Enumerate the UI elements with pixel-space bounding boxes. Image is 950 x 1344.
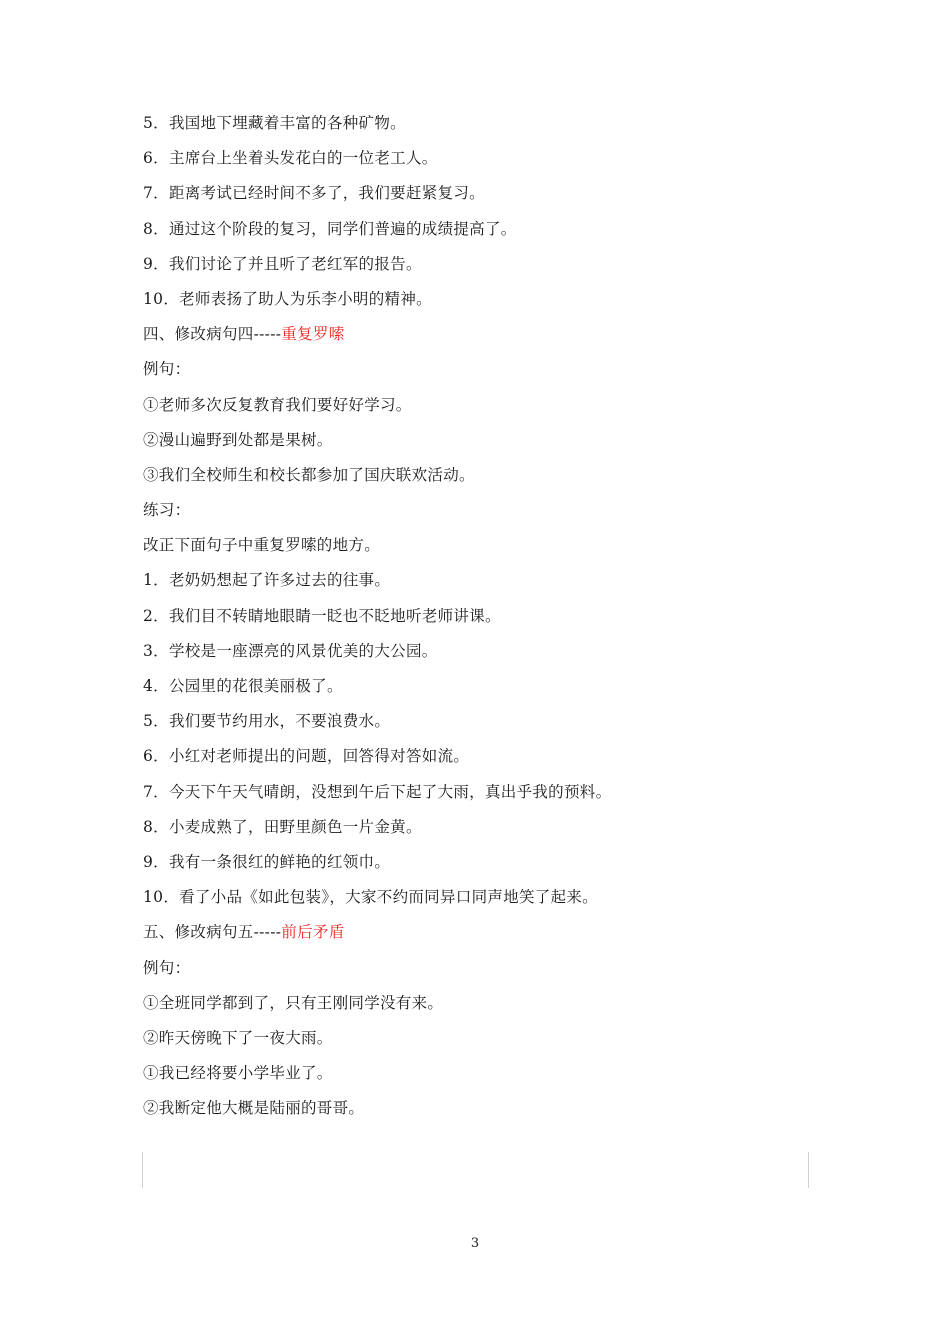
line-text: 四、修改病句四-----: [143, 325, 282, 344]
document-body: [143, 106, 823, 1126]
text-line: [143, 669, 823, 704]
page-number: 3: [470, 1236, 480, 1251]
text-line: [143, 247, 823, 282]
line-text: ②我断定他大概是陆丽的哥哥。: [143, 1099, 365, 1118]
text-line: [143, 599, 823, 634]
line-text: ②漫山遍野到处都是果树。: [143, 430, 333, 449]
text-line: [143, 388, 823, 423]
text-line: [143, 212, 823, 247]
line-text: 3．学校是一座漂亮的风景优美的大公园。: [143, 641, 438, 660]
left-margin-mark: [142, 1152, 143, 1188]
text-line: [143, 880, 823, 915]
line-text: 6．小红对老师提出的问题，回答得对答如流。: [143, 747, 470, 766]
line-text: ②昨天傍晚下了一夜大雨。: [143, 1028, 333, 1047]
line-text: ③我们全校师生和校长都参加了国庆联欢活动。: [143, 465, 475, 484]
text-line: [143, 810, 823, 845]
section-topic-highlight: 前后矛盾: [281, 923, 345, 942]
line-text: ①老师多次反复教育我们要好好学习。: [143, 395, 412, 414]
section-heading: [143, 915, 823, 950]
line-text: 8．小麦成熟了，田野里颜色一片金黄。: [143, 817, 422, 836]
text-line: [143, 282, 823, 317]
line-text: 7．距离考试已经时间不多了，我们要赶紧复习。: [143, 184, 485, 203]
text-line: [143, 704, 823, 739]
text-line: [143, 739, 823, 774]
text-line: [143, 951, 823, 986]
line-text: 4．公园里的花很美丽极了。: [143, 677, 343, 695]
text-line: [143, 563, 823, 598]
line-text: 5．我国地下埋藏着丰富的各种矿物。: [143, 114, 406, 132]
text-line: [143, 106, 823, 141]
section-heading: [143, 317, 823, 352]
line-text: 1．老奶奶想起了许多过去的往事。: [143, 571, 391, 590]
line-text: 练习：: [143, 501, 191, 520]
line-text: 9．我们讨论了并且听了老红军的报告。: [143, 254, 422, 273]
line-text: ①我已经将要小学毕业了。: [143, 1064, 333, 1083]
right-margin-mark: [808, 1152, 809, 1188]
text-line: [143, 528, 823, 563]
line-text: 改正下面句子中重复罗嗦的地方。: [143, 536, 381, 555]
text-line: [143, 634, 823, 669]
line-text: 10．老师表扬了助人为乐李小明的精神。: [143, 289, 432, 308]
line-text: 例句：: [143, 958, 191, 977]
text-line: [143, 176, 823, 211]
line-text: 8．通过这个阶段的复习，同学们普遍的成绩提高了。: [143, 219, 517, 238]
line-text: 9．我有一条很红的鲜艳的红领巾。: [143, 852, 391, 871]
line-text: 10．看了小品《如此包装》，大家不约而同异口同声地笑了起来。: [143, 888, 598, 907]
text-line: [143, 423, 823, 458]
line-text: 2．我们目不转睛地眼睛一眨也不眨地听老师讲课。: [143, 606, 501, 625]
text-line: [143, 1021, 823, 1056]
line-text: ①全班同学都到了，只有王刚同学没有来。: [143, 993, 444, 1012]
section-topic-highlight: 重复罗嗦: [281, 325, 345, 344]
text-line: [143, 775, 823, 810]
text-line: [143, 458, 823, 493]
line-text: 五、修改病句五-----: [143, 923, 282, 942]
text-line: [143, 1091, 823, 1126]
text-line: [143, 141, 823, 176]
text-line: [143, 493, 823, 528]
text-line: [143, 352, 823, 387]
line-text: 5．我们要节约用水，不要浪费水。: [143, 712, 391, 731]
text-line: [143, 1056, 823, 1091]
line-text: 7．今天下午天气晴朗，没想到午后下起了大雨，真出乎我的预料。: [143, 782, 612, 801]
text-line: [143, 845, 823, 880]
text-line: [143, 986, 823, 1021]
line-text: 6．主席台上坐着头发花白的一位老工人。: [143, 149, 438, 168]
line-text: 例句：: [143, 360, 191, 379]
